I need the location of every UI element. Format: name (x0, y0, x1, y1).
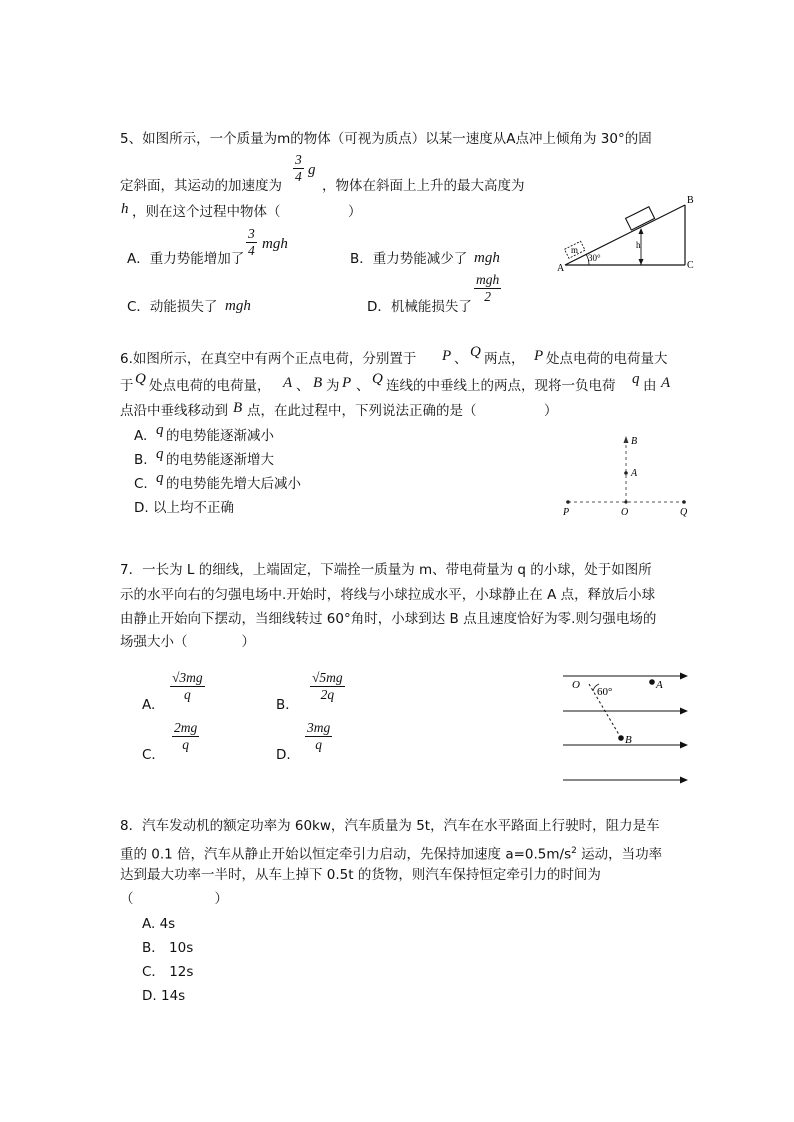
q6-line2d: 连线的中垂线上的两点，现将一负电荷 (386, 378, 616, 394)
q8-line2a: 重的 0.1 倍，汽车从静止开始以恒定牵引力启动，先保持加速度 a=0.5m/s (120, 846, 572, 863)
q8-line2-sup: 2 (571, 846, 577, 856)
q7-option-a-den: q (170, 686, 205, 703)
q5-accel-g: g (308, 162, 316, 178)
q6-option-d: D. 以上均不正确 (134, 500, 234, 516)
q5-option-a: A．重力势能增加了 (127, 251, 245, 267)
q5-accel-num: 3 (295, 152, 302, 167)
q5-option-b: B．重力势能减少了 (350, 251, 468, 267)
q6-fig-label-p: P (563, 507, 570, 518)
q6-line2e: 由 (643, 378, 657, 394)
q5-option-a-fraction (246, 226, 257, 259)
q8-line4: （ ） (120, 891, 228, 907)
q7-line3: 由静止开始向下摆动，当细线转过 60°角时，小球到达 B 点且速度恰好为零.则匀强电场的 (120, 611, 657, 627)
q7-line2: 示的水平向右的匀强电场中.开始时，将线与小球拉成水平，小球静止在 A 点，释放后小球 (120, 587, 656, 603)
q6-option-a: 的电势能逐渐减小 (166, 428, 274, 444)
q6-sep1: 、 (454, 351, 468, 367)
q6-line1b: 两点， (484, 351, 525, 367)
q5-option-a-den: 4 (248, 243, 255, 258)
q6-p: P (442, 348, 452, 364)
q7-option-d-label: D. (276, 747, 291, 763)
q6-line3a: 点沿中垂线移动到 (120, 403, 228, 419)
q5-line1: 5、如图所示，一个质量为m的物体（可视为质点）以某一速度从A点冲上倾角为 30°的固 (120, 131, 652, 147)
q7-option-d-den: q (305, 736, 332, 753)
q5-fig-label-c: C (687, 260, 694, 271)
q8-option-b: B． 10s (142, 940, 194, 956)
q6-line2a: 于 (120, 378, 134, 394)
q5-option-d: D．机械能损失了 (367, 299, 472, 315)
q7-option-a-fraction (170, 670, 205, 703)
q7-fig-label-o: O (572, 679, 580, 691)
q7-option-a-label: A. (142, 697, 156, 713)
q6-p2: P (534, 348, 544, 364)
q7-fig-label-a: A (656, 679, 663, 691)
q8-line2b: 运动，当功率 (576, 846, 663, 863)
q5-fig-label-m: m (571, 245, 579, 255)
q8-line2 (120, 842, 662, 864)
q6-line2b: 处点电荷的电荷量， (149, 378, 271, 394)
q7-option-b-den: 2q (310, 686, 345, 703)
q5-option-d-den: 2 (474, 288, 501, 305)
q6-sep2: 、 (296, 378, 310, 394)
q7-fig-label-b: B (625, 734, 632, 746)
q5-line2a: 定斜面，其运动的加速度为 (120, 178, 282, 194)
q5-accel-fraction (293, 152, 304, 185)
q6-q: Q (470, 344, 481, 360)
q5-option-a-mgh: mgh (262, 236, 288, 252)
q8-option-a: A. 4s (142, 916, 176, 932)
q8-line1: 8．汽车发动机的额定功率为 60kw，汽车质量为 5t，汽车在水平路面上行驶时，阻力是车 (120, 818, 660, 834)
q6-q2: Q (135, 371, 146, 387)
q6-option-c-label: C. (134, 476, 148, 492)
q5-fig-angle: 30° (588, 253, 601, 263)
q5-line2b: ，物体在斜面上上升的最大高度为 (322, 178, 525, 194)
q6-sep3: 、 (356, 378, 370, 394)
q5-option-c: C．动能损失了 (127, 299, 218, 315)
q6-line1c: 处点电荷的电荷量大 (546, 351, 668, 367)
q6-fig-label-o: O (621, 507, 629, 518)
q8-option-c: C． 12s (142, 964, 194, 980)
q7-option-a-num: √3mg (172, 670, 203, 685)
q6-b2: B (233, 400, 243, 416)
q7-option-b-fraction (310, 670, 345, 703)
q7-option-c-label: C． (142, 747, 165, 763)
q6-q-charge: q (632, 371, 640, 387)
q5-h-var: h (121, 201, 129, 217)
q6-option-b-q: q (156, 446, 164, 462)
q6-option-b: 的电势能逐渐增大 (166, 452, 274, 468)
q6-a: A (283, 375, 293, 391)
q6-option-a-label: A. (134, 428, 148, 444)
q6-fig-label-q: Q (680, 507, 688, 518)
q5-fig-label-a: A (557, 263, 565, 274)
q7-option-c-num: 2mg (174, 720, 198, 735)
q7-option-b-label: B． (276, 697, 299, 713)
q6-line3b: 点，在此过程中，下列说法正确的是（ ） (247, 403, 558, 419)
q6-option-a-q: q (156, 422, 164, 438)
q6-p3: P (342, 375, 352, 391)
q6-line2c: 为 (326, 378, 340, 394)
q6-a2: A (661, 375, 671, 391)
q5-option-d-num: mgh (476, 272, 500, 287)
q7-option-d-fraction (305, 720, 332, 753)
q6-line1a: 6.如图所示，在真空中有两个正点电荷，分别置于 (120, 351, 417, 367)
q5-option-a-num: 3 (248, 226, 255, 241)
q7-line4: 场强大小（ ） (120, 634, 255, 650)
q7-field-figure (555, 660, 695, 790)
q5-accel-den: 4 (295, 169, 302, 184)
q7-option-b-num: √5mg (312, 670, 343, 685)
q6-b: B (313, 375, 323, 391)
q7-option-c-den: q (172, 736, 199, 753)
q6-option-b-label: B. (134, 452, 148, 468)
q8-option-d: D. 14s (142, 988, 186, 1004)
q6-option-c-q: q (156, 470, 164, 486)
q5-option-b-mgh: mgh (474, 250, 500, 266)
q6-fig-label-b: B (631, 436, 638, 447)
q5-line3: ，则在这个过程中物体（ ） (132, 204, 362, 220)
q6-option-c: 的电势能先增大后减小 (166, 476, 301, 492)
q7-option-c-fraction (172, 720, 199, 753)
q7-fig-angle: 60° (597, 686, 613, 698)
q8-line3: 达到最大功率一半时，从车上掉下 0.5t 的货物，则汽车保持恒定牵引力的时间为 (120, 867, 601, 883)
q6-charges-figure (558, 428, 698, 518)
q5-option-d-fraction (474, 272, 501, 305)
q6-q3: Q (372, 371, 383, 387)
q5-fig-label-b: B (687, 195, 694, 206)
q5-fig-label-h: h (636, 240, 641, 250)
q5-incline-figure (555, 190, 705, 280)
q7-option-d-num: 3mg (307, 720, 331, 735)
q7-line1: 7．一长为 L 的细线，上端固定，下端拴一质量为 m、带电荷量为 q 的小球，处于如图所 (120, 562, 652, 578)
q6-fig-label-a: A (631, 468, 638, 479)
q5-option-c-mgh: mgh (225, 298, 251, 314)
